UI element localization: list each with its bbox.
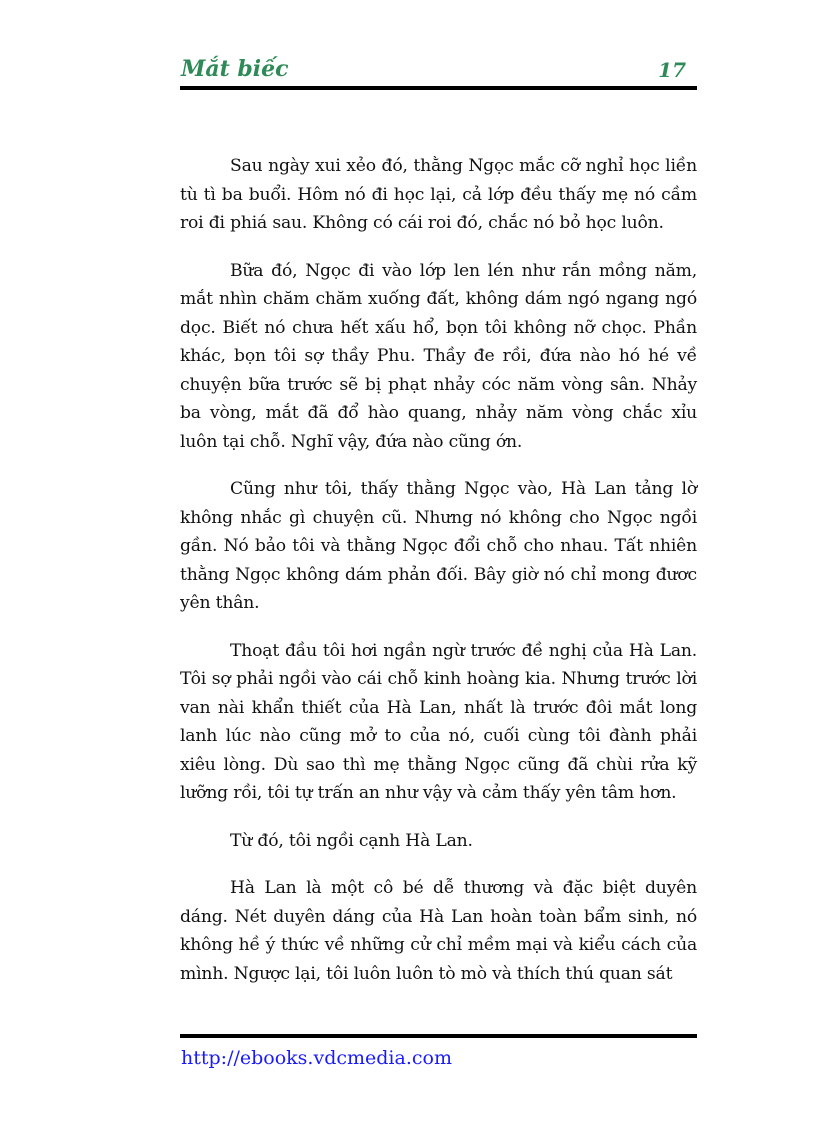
page-number: 17: [658, 58, 686, 82]
paragraph: Cũng như tôi, thấy thằng Ngọc vào, Hà Lan tảng lờ không nhắc gì chuyện cũ. Nhưng nó không cho Ngọc ngồi gần. Nó bảo tôi và thằng Ngọc đổi chỗ cho nhau. Tất nhiên thằng Ngọc không dám phản đối. Bây giờ nó chỉ mong đươc yên thân.: [180, 479, 697, 613]
paragraph: Sau ngày xui xẻo đó, thằng Ngọc mắc cỡ nghỉ học liền tù tì ba buổi. Hôm nó đi học lại, cả lớp đều thấy mẹ nó cầm roi đi phiá sau. Không có cái roi đó, chắc nó bỏ học luôn.: [180, 156, 697, 233]
paragraph: Thoạt đầu tôi hơi ngần ngừ trước đề nghị của Hà Lan. Tôi sợ phải ngồi vào cái chỗ kinh hoàng kia. Nhưng trước lời van nài khẩn thiết của Hà Lan, nhất là trước đôi mắt long lanh lúc nào cũng mở to của nó, cuối cùng tôi đành phải xiêu lòng. Dù sao thì mẹ thằng Ngọc cũng đã chùi rửa kỹ lưỡng rồi, tôi tự trấn an như vậy và cảm thấy yên tâm hơn.: [180, 640, 697, 803]
paragraph: Hà Lan là một cô bé dễ thương và đặc biệt duyên dáng. Nét duyên dáng của Hà Lan hoàn toàn bẩm sinh, nó không hề ý thức về những cử chỉ mềm mại và kiểu cách của mình. Ngược lại, tôi luôn luôn tò mò và thích thú quan sát: [180, 878, 697, 984]
book-title: Mắt biếc: [181, 56, 289, 82]
body-text: [180, 152, 697, 1007]
paragraph: Bữa đó, Ngọc đi vào lớp len lén như rắn mồng năm, mắt nhìn chăm chăm xuống đất, không dám ngó ngang ngó dọc. Biết nó chưa hết xấu hổ, bọn tôi không nỡ chọc. Phần khác, bọn tôi sợ thầy Phu. Thầy đe rồi, đứa nào hó hé về chuyện bữa trước sẽ bị phạt nhảy cóc năm vòng sân. Nhảy ba vòng, mắt đã đổ hào quang, nhảy năm vòng chắc xỉu luôn tại chỗ. Nghĩ vậy, đứa nào cũng ớn.: [180, 260, 697, 452]
footer-rule: [180, 1034, 697, 1038]
paragraph: Từ đó, tôi ngồi cạnh Hà Lan.: [230, 830, 473, 851]
header-rule: [180, 86, 697, 90]
footer-link[interactable]: http://ebooks.vdcmedia.com: [181, 1047, 452, 1069]
